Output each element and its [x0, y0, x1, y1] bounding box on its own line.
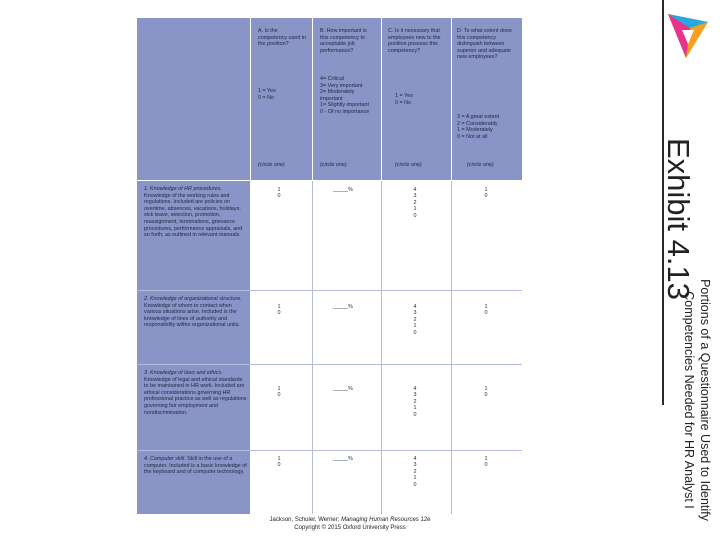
row-2-label: 2. Knowledge of organizational structure. Knowledge of whom to contact when various situations arise. Included is the knowledge of lines of authority and responsibility within organizational units. [144, 296, 242, 329]
col-d-scale: 3 = A great extent 2 = Considerably 1 = Moderately 0 = Not at all [457, 114, 500, 140]
row-1-label: 1. Knowledge of HR procedures. Knowledge of the working rules and regulations. Included are policies on overtime, absences, vacations, holidays, sick leave, selection, promotion, reassignment, terminations, grievance procedures, performance appraisals, and so forth, as outlined in relevant manuals. [144, 186, 243, 239]
col-c-circle: (circle one) [395, 162, 422, 168]
row-2-col-d[interactable]: 1 0 [484, 304, 488, 317]
row-divider [137, 364, 522, 365]
row-1-col-a[interactable]: 1 0 [277, 187, 281, 200]
col-divider [312, 180, 313, 514]
row-3-col-a[interactable]: 1 0 [277, 386, 281, 399]
row-3-label: 3. Knowledge of laws and ethics. Knowledge of legal and ethical standards to be maintained in HR work. Included are ethical considerations governing HR professional practice as well as regulations governing fair employment and nondiscrimination. [144, 370, 247, 416]
row-4-label: 4. Computer skill. Skill in the use of a computer. Included is a basic knowledge of the keyboard and of computer technology. [144, 456, 247, 476]
col-divider [312, 18, 313, 180]
col-divider [381, 180, 382, 514]
col-c-question: C. Is it necessary that employees new to the position possess this competency? [388, 28, 441, 54]
row-4-col-c[interactable]: 4 3 2 1 0 [413, 456, 417, 488]
col-d-question: D. To what extent does this competency distinguish between superior and adequate new employees? [457, 28, 512, 61]
row-2-col-a[interactable]: 1 0 [277, 304, 281, 317]
col-a-scale: 1 = Yes 0 = No [258, 88, 276, 101]
row-4-col-b-percent[interactable]: _____% [333, 456, 353, 462]
col-d-circle: (circle one) [467, 162, 494, 168]
row-4-col-d[interactable]: 1 0 [484, 456, 488, 469]
row-divider [137, 290, 522, 291]
row-1-col-c[interactable]: 4 3 2 1 0 [413, 187, 417, 219]
row-4-col-a[interactable]: 1 0 [277, 456, 281, 469]
col-c-scale: 1 = Yes 0 = No [395, 93, 413, 106]
row-3-col-d[interactable]: 1 0 [484, 386, 488, 399]
row-3-col-b-percent[interactable]: _____% [333, 386, 353, 392]
col-b-scale: 4= Critical 3= Very important 2= Moderately important 1= Slightly important 0 - Of no importance [320, 76, 370, 115]
col-a-question: A. Is the competency used in the position? [258, 28, 306, 48]
exhibit-title: Exhibit 4.13 [661, 138, 696, 300]
questionnaire-table [137, 18, 522, 514]
copyright-caption: Jackson, Schuler, Werner; Managing Human Resources 12e Copyright © 2015 Oxford University Press [269, 517, 431, 531]
row-1-col-b-percent[interactable]: _____% [333, 187, 353, 193]
row-2-col-c[interactable]: 4 3 2 1 0 [413, 304, 417, 336]
row-divider [137, 450, 522, 451]
col-b-question: B. How important is this competency to acceptable job performance? [320, 28, 367, 54]
row-2-col-b-percent[interactable]: _____% [333, 304, 353, 310]
col-divider [451, 180, 452, 514]
row-1-col-d[interactable]: 1 0 [484, 187, 488, 200]
col-divider [451, 18, 452, 180]
exhibit-subtitle: Portions of a Questionnaire Used to Identify Competencies Needed for HR Analyst I [682, 279, 712, 521]
row-divider [137, 180, 522, 181]
row-3-col-c[interactable]: 4 3 2 1 0 [413, 386, 417, 418]
publisher-logo-icon [660, 8, 716, 64]
col-b-circle: (circle one) [320, 162, 347, 168]
col-a-circle: (circle one) [258, 162, 285, 168]
col-divider [381, 18, 382, 180]
col-divider [250, 18, 251, 514]
